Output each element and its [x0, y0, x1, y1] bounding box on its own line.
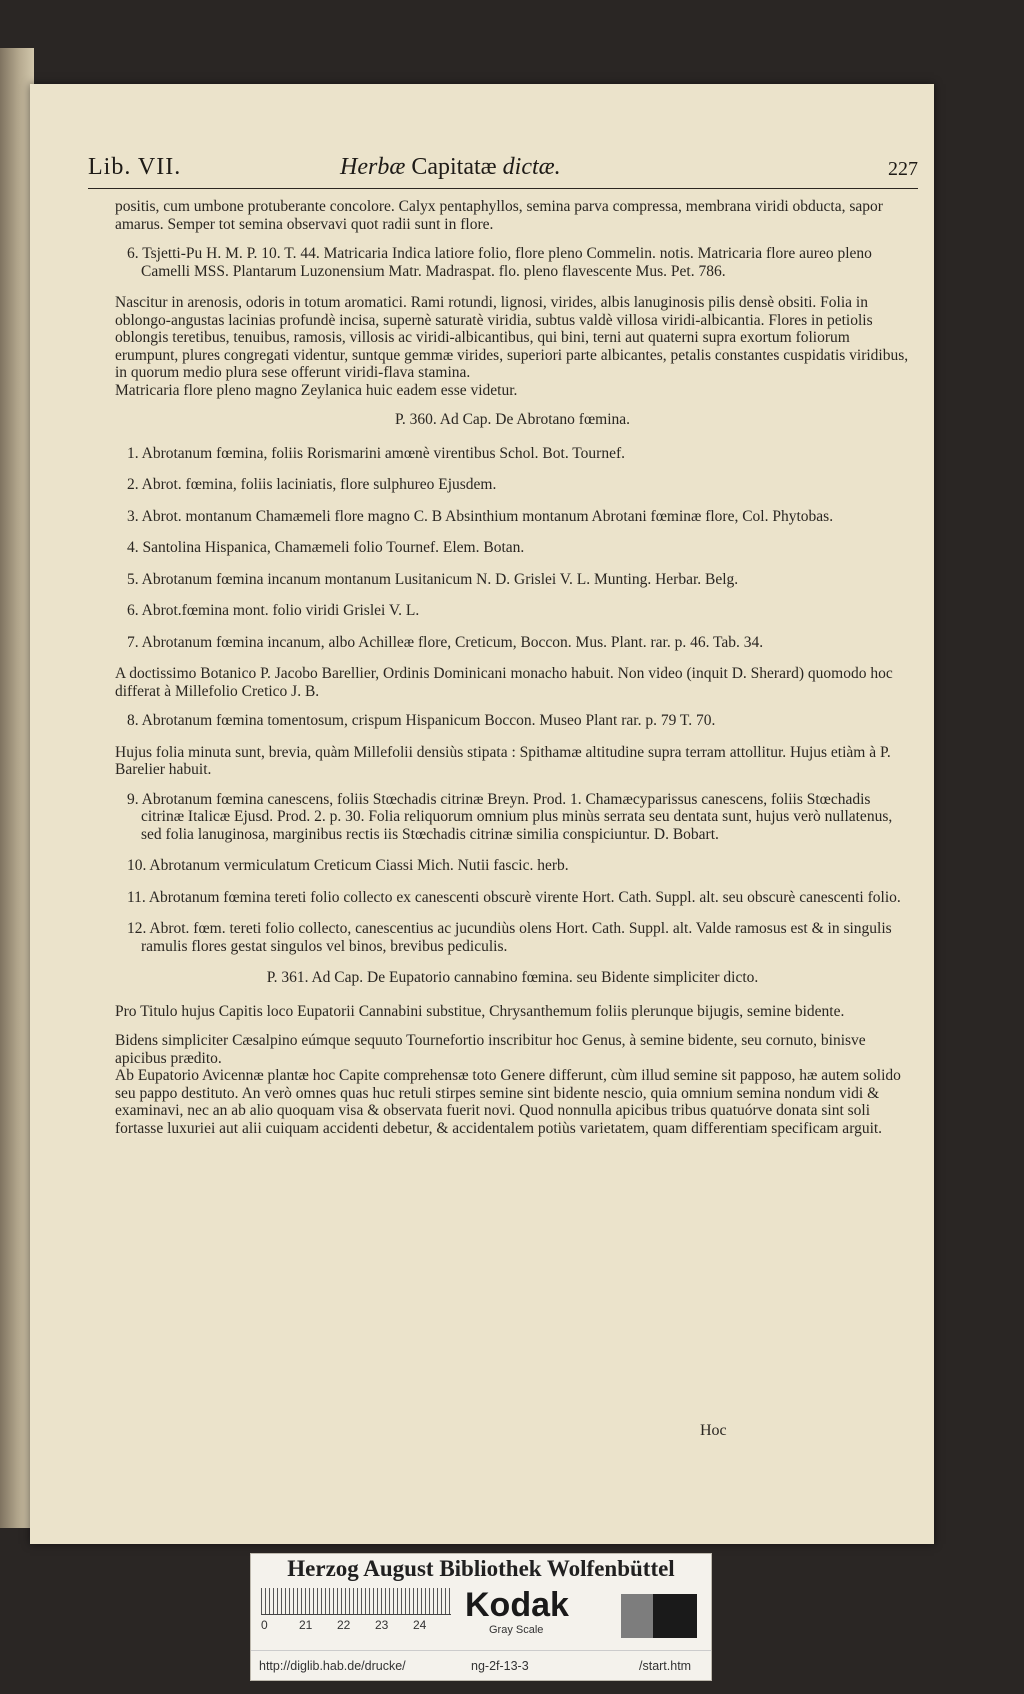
catchword: Hoc [700, 1422, 727, 1439]
library-name: Herzog August Bibliothek Wolfenbüttel [287, 1556, 675, 1581]
header-rule [88, 188, 918, 189]
catalog-entry: 10. Abrotanum vermiculatum Creticum Ciassi Mich. Nutii fascic. herb. [127, 857, 569, 874]
catalog-entry: 9. Abrotanum fœmina canescens, foliis Stœchadis citrinæ Breyn. Prod. 1. Chamæcyparissus canescens, foliis Stœchadis citrinæ Italicæ Ejusd. Prod. 2. p. 30. Folia reliquorum omnium plus minùs serrata seu dentata sunt, hujus verò nullatenus, sed folia lanuginosa, marginibus rectis iis Stœchadis citrinæ similia conspiciuntur. D. Bobart. [127, 790, 893, 843]
gray-scale-label: Gray Scale [489, 1624, 544, 1636]
paragraph: positis, cum umbone protuberante concolore. Calyx pentaphyllos, semina parva compressa, membrana viridi obducta, sapor amarus. Semper tot semina observavi quot radii sunt in flore. [115, 198, 883, 233]
ruler-scale [261, 1588, 451, 1615]
section-heading: P. 361. Ad Cap. De Eupatorio cannabino fœmina. seu Bidente simpliciter dicto. [266, 969, 759, 986]
digitization-target [250, 1553, 712, 1681]
paragraph: Nascitur in arenosis, odoris in totum aromatici. Rami rotundi, lignosi, virides, albis lanuginosis pilis densè obsiti. Folia in oblongo-angustas lacinias profundè incisa, supernè saturatè viridia, subtus valdè villosa viridi-albicantia. Flores in petiolis oblongis teretibus, tenuibus, ramosis, villosis ac viridi-albicantibus, qui bini, terni aut quaterni supra exortum foliorum erumpunt, plures congregati videntur, suntque gemmæ virides, superiori parte albicantes, petalis constantes cuspidatis viridibus, in quorum medio plura sese offerunt viridi-flava stamina. Matricaria flore pleno magno Zeylanica huic eadem esse videtur. [115, 294, 909, 399]
catalog-entry: 11. Abrotanum fœmina tereti folio collecto ex canescenti obscurè virente Hort. Cath. Suppl. alt. seu obscurè canescenti folio. [127, 888, 901, 906]
catalog-entry: 6. Abrot.fœmina mont. folio viridi Grislei V. L. [127, 602, 420, 619]
catalog-entry: 4. Santolina Hispanica, Chamæmeli folio Tournef. Elem. Botan. [127, 539, 525, 556]
paragraph: Bidens simpliciter Cæsalpino eúmque sequuto Tournefortio inscribitur hoc Genus, à semine bidente, seu cornuto, binisve apicibus prædito. Ab Eupatorio Avicennæ plantæ hoc Capite comprehensæ toto Genere differunt, cùm illud semine sit papposo, hæ autem solido seu pappo destituto. An verò omnes quas huc retuli stirpes semine sint bidente nescio, quia omnium semina nondum vidi & examinavi, nec an ab alio quoquam visa & observata fuerit novi. Quod nonnulla apicibus tribus quatuórve donata sint soli fortasse luxuriei aut alii cuiquam accidenti debetur, & accidentalem potiùs varietatem, quam differentiam specificam arguit. [115, 1032, 901, 1137]
catalog-entry: 2. Abrot. fœmina, foliis laciniatis, flore sulphureo Ejusdem. [127, 476, 497, 493]
paragraph: Pro Titulo hujus Capitis loco Eupatorii Cannabini substitue, Chrysanthemum foliis plerunque bijugis, semine bidente. [115, 1002, 845, 1020]
url-bar [251, 1650, 711, 1681]
url-base: http://diglib.hab.de/drucke/ [259, 1659, 406, 1673]
ruler-ticks: 0 21 22 23 24 [261, 1618, 427, 1632]
kodak-logo: Kodak [465, 1586, 569, 1624]
left-book-cover [0, 48, 34, 1528]
book-number: Lib. VII. [88, 154, 182, 180]
chapter-title: Herbæ Capitatæ dictæ. [340, 154, 561, 180]
catalog-entry: 3. Abrot. montanum Chamæmeli flore magno C. B Absinthium montanum Abrotani fœminæ flore, Col. Phytobas. [127, 507, 834, 525]
catalog-entry: 8. Abrotanum fœmina tomentosum, crispum Hispanicum Boccon. Museo Plant rar. p. 79 T. 70. [127, 712, 716, 729]
page-number: 227 [888, 158, 918, 180]
gray-patch-mid [621, 1594, 653, 1638]
catalog-entry: 7. Abrotanum fœmina incanum, albo Achilleæ flore, Creticum, Boccon. Mus. Plant. rar. p. 46. Tab. 34. [127, 633, 764, 651]
paragraph: A doctissimo Botanico P. Jacobo Barellier, Ordinis Dominicani monacho habuit. Non video (inquit D. Sherard) quomodo hoc differat à Millefolio Cretico J. B. [115, 665, 893, 700]
catalog-entry: 6. Tsjetti-Pu H. M. P. 10. T. 44. Matricaria Indica latiore folio, flore pleno Commelin. notis. Matricaria flore aureo pleno Camelli MSS. Plantarum Luzonensium Matr. Madraspat. flo. pleno flavescente Mus. Pet. 786. [127, 245, 872, 280]
catalog-entry: 1. Abrotanum fœmina, foliis Rorismarini amœnè virentibus Schol. Bot. Tournef. [127, 444, 626, 462]
section-heading: P. 360. Ad Cap. De Abrotano fœmina. [394, 411, 631, 428]
gray-patch-dark [653, 1594, 697, 1638]
catalog-entry: 12. Abrot. fœm. tereti folio collecto, canescentius ac jucundiùs olens Hort. Cath. Suppl. alt. Valde ramosus est & in singulis ramulis flores gestat singulos vel binos, brevibus pediculis. [127, 920, 892, 955]
url-start: /start.htm [639, 1659, 692, 1673]
text-block [115, 198, 910, 1428]
catalog-entry: 5. Abrotanum fœmina incanum montanum Lusitanicum N. D. Grislei V. L. Munting. Herbar. Belg. [127, 570, 739, 588]
paragraph: Hujus folia minuta sunt, brevia, quàm Millefolii densiùs stipata : Spithamæ altitudine supra terram attollitur. Hujus etiàm à P. Barelier habuit. [115, 743, 891, 778]
url-shelfmark: ng-2f-13-3 [471, 1659, 529, 1673]
running-header [88, 148, 918, 190]
